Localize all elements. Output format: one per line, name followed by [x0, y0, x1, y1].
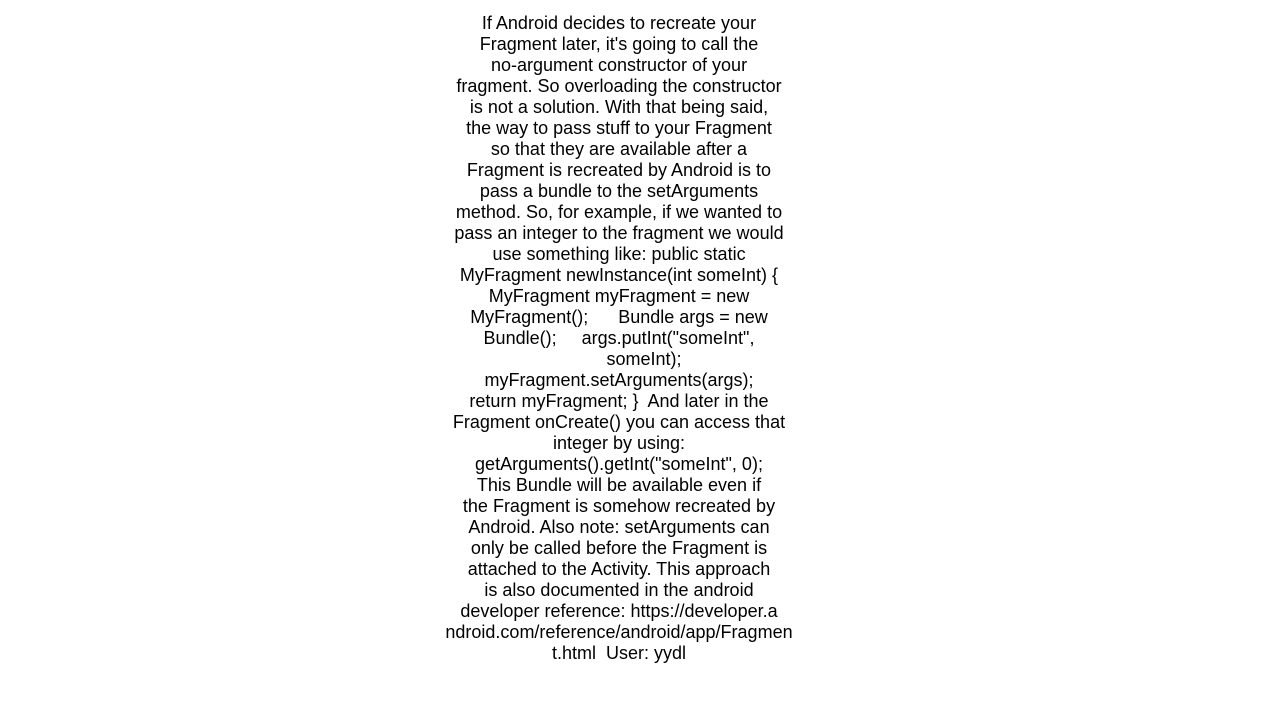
- answer-line: t.html User: yydl: [551, 643, 687, 663]
- answer-line: no-argument constructor of your: [490, 55, 748, 75]
- answer-text-block: [440, 13, 798, 664]
- answer-line: MyFragment myFragment = new: [488, 286, 750, 306]
- answer-line: developer reference: https://developer.a: [460, 601, 778, 621]
- answer-line: is also documented in the android: [484, 580, 754, 600]
- answer-line: method. So, for example, if we wanted to: [455, 202, 783, 222]
- answer-line: This Bundle will be available even if: [476, 475, 762, 495]
- answer-line: someInt);: [556, 349, 682, 369]
- answer-line: myFragment.setArguments(args);: [484, 370, 754, 390]
- answer-line: Fragment is recreated by Android is to: [466, 160, 772, 180]
- answer-line: return myFragment; } And later in the: [469, 391, 769, 411]
- answer-line: the Fragment is somehow recreated by: [462, 496, 776, 516]
- answer-line: integer by using:: [552, 433, 686, 453]
- answer-line: pass a bundle to the setArguments: [479, 181, 759, 201]
- answer-line: Android. Also note: setArguments can: [468, 517, 770, 537]
- answer-line: fragment. So overloading the constructor: [456, 76, 782, 96]
- answer-line: Fragment later, it's going to call the: [479, 34, 759, 54]
- answer-line: so that they are available after a: [490, 139, 748, 159]
- answer-line: only be called before the Fragment is: [470, 538, 768, 558]
- answer-line: ndroid.com/reference/android/app/Fragmen: [445, 622, 793, 642]
- answer-line: Bundle(); args.putInt("someInt",: [483, 328, 755, 348]
- answer-line: pass an integer to the fragment we would: [454, 223, 784, 243]
- answer-line: is not a solution. With that being said,: [469, 97, 769, 117]
- answer-line: the way to pass stuff to your Fragment: [466, 118, 772, 138]
- answer-line: MyFragment newInstance(int someInt) {: [459, 265, 779, 285]
- answer-line: If Android decides to recreate your: [481, 13, 757, 33]
- answer-line: getArguments().getInt("someInt", 0);: [475, 454, 763, 474]
- answer-line: MyFragment(); Bundle args = new: [470, 307, 768, 327]
- answer-line: attached to the Activity. This approach: [467, 559, 771, 579]
- answer-line: use something like: public static: [492, 244, 746, 264]
- answer-line: Fragment onCreate() you can access that: [452, 412, 786, 432]
